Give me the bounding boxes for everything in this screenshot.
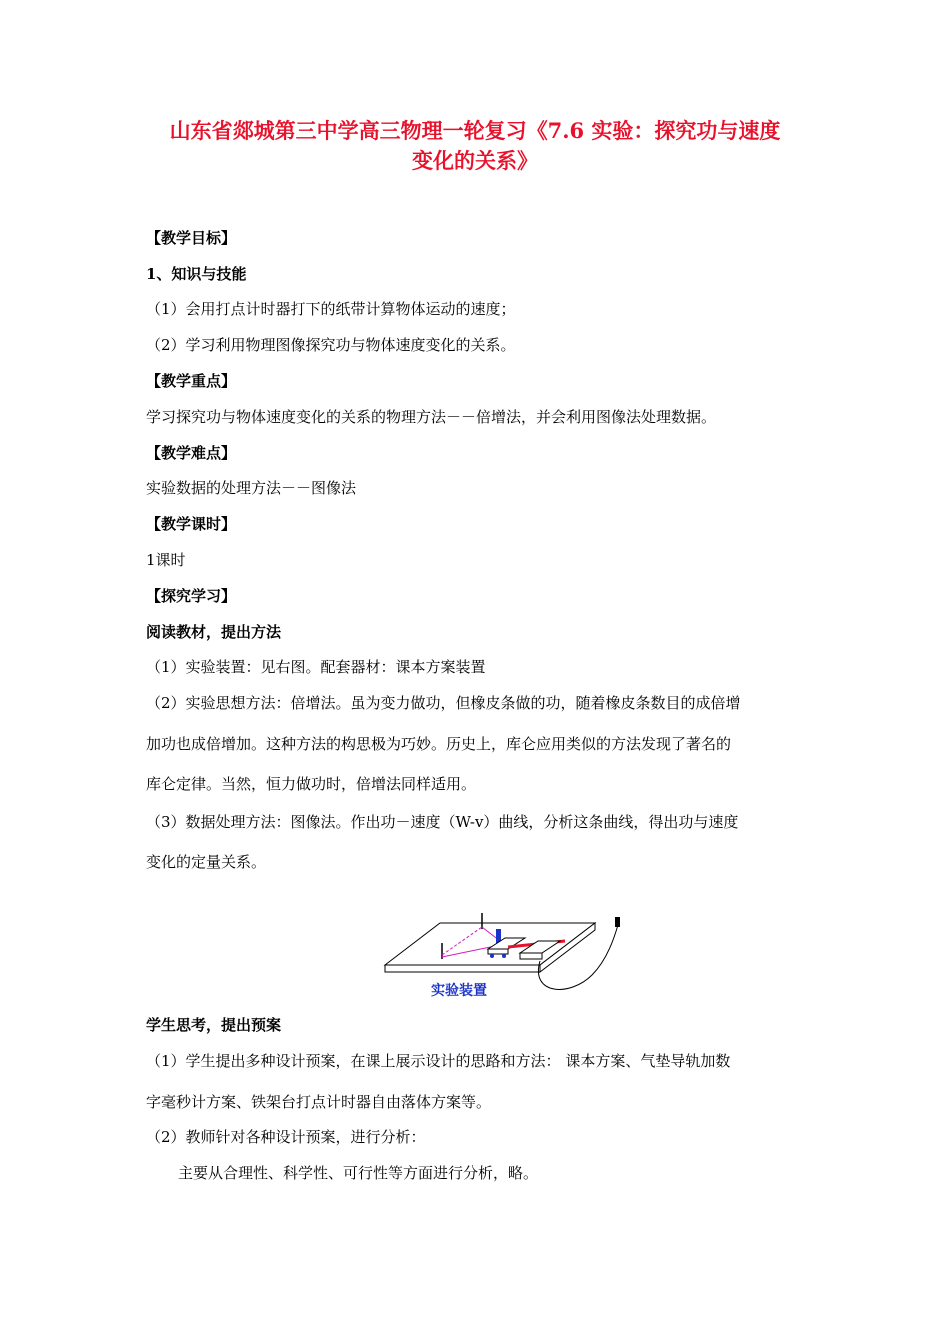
knowledge-item-1: （1）会用打点计时器打下的纸带计算物体运动的速度；: [146, 300, 516, 318]
document-title: [140, 116, 810, 176]
method-line-4: 库仑定律。当然，恒力做功时，倍增法同样适用。: [146, 775, 477, 793]
method-line-3: 加功也成倍增加。这种方法的构思极为巧妙。历史上，库仑应用类似的方法发现了著名的: [146, 735, 732, 753]
method-line-5: （3）数据处理方法：图像法。作出功－速度（W-v）曲线，分析这条曲线，得出功与速度: [146, 813, 739, 831]
timer-body: [520, 953, 542, 959]
key-points-text: 学习探究功与物体速度变化的关系的物理方法－－倍增法，并会利用图像法处理数据。: [146, 408, 717, 426]
cart-wheel-2: [502, 954, 506, 958]
student-line-2: 字毫秒计方案、铁架台打点计时器自由落体方案等。: [146, 1093, 492, 1111]
title-line-1: 山东省郯城第三中学高三物理一轮复习《7.6 实验：探究功与速度: [169, 118, 781, 143]
board-top: [385, 923, 595, 965]
difficulty-heading: 【教学难点】: [146, 444, 237, 462]
hours-heading: 【教学课时】: [146, 515, 237, 533]
student-line-4: 主要从合理性、科学性、可行性等方面进行分析，略。: [178, 1164, 539, 1182]
student-line-1: （1）学生提出多种设计预案，在课上展示设计的思路和方法： 课本方案、气垫导轨加数: [146, 1052, 731, 1070]
knowledge-item-2: （2）学习利用物理图像探究功与物体速度变化的关系。: [146, 336, 516, 354]
apparatus-figure: [380, 905, 640, 1005]
hours-text: 1课时: [146, 551, 186, 569]
difficulty-text: 实验数据的处理方法－－图像法: [146, 479, 357, 497]
cart-body: [488, 949, 508, 954]
board-front: [385, 965, 540, 972]
knowledge-heading: 1、知识与技能: [146, 265, 247, 283]
title-line-2: 变化的关系》: [412, 148, 538, 173]
cart-wheel-1: [490, 954, 494, 958]
student-heading: 学生思考，提出预案: [146, 1016, 282, 1034]
key-points-heading: 【教学重点】: [146, 372, 237, 390]
method-line-6: 变化的定量关系。: [146, 853, 267, 871]
explore-heading: 【探究学习】: [146, 587, 237, 605]
student-line-3: （2）教师针对各种设计预案，进行分析：: [146, 1128, 426, 1146]
figure-caption: 实验装置: [431, 983, 487, 999]
reading-heading: 阅读教材，提出方法: [146, 623, 282, 641]
power-plug: [615, 917, 620, 927]
method-line-2: （2）实验思想方法：倍增法。虽为变力做功，但橡皮条做的功，随着橡皮条数目的成倍增: [146, 694, 741, 712]
method-line-1: （1）实验装置：见右图。配套器材：课本方案装置: [146, 658, 486, 676]
objectives-heading: 【教学目标】: [146, 229, 237, 247]
